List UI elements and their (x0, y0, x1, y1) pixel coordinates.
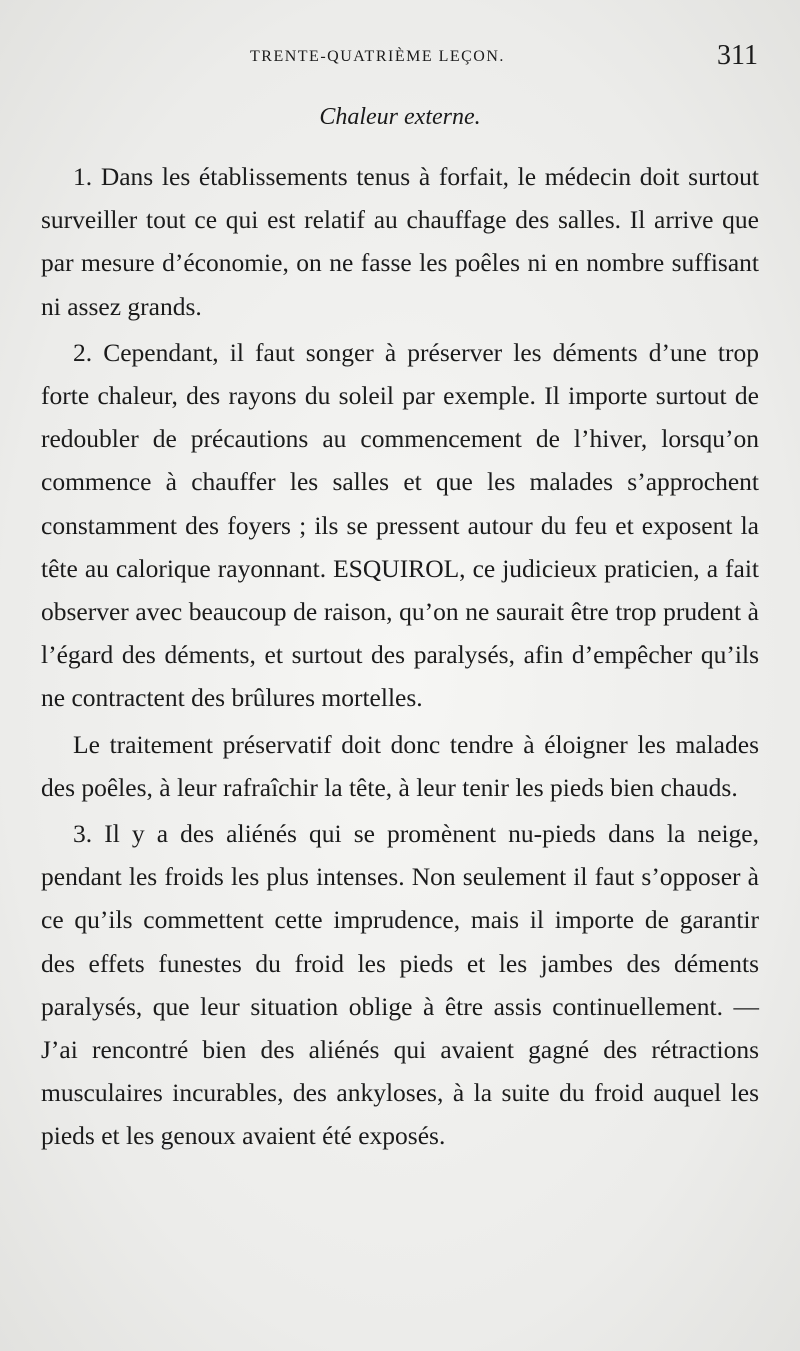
paragraph-2: 2. Cependant, il faut songer à préserver les déments d’une trop forte chaleur, des rayons du soleil par exemple. Il importe surtout de redoubler de précautions au commencement de l’hiver, lorsqu’on commence à chauffer les salles et que les malades s’approchent constamment des foyers ; ils se pressent autour du feu et exposent la tête au calorique rayonnant. ESQUIROL, ce judicieux praticien, a fait observer avec beaucoup de raison, qu’on ne saurait être trop prudent à l’égard des déments, et surtout des paralysés, afin d’empêcher qu’ils ne contractent des brûlures mortelles. (41, 337, 759, 713)
paragraph-3: Le traitement préservatif doit donc tendre à éloigner les malades des poêles, à leur rafraîchir la tête, à leur tenir les pieds bien chauds. (41, 729, 759, 802)
paragraph-4: 3. Il y a des aliénés qui se promènent nu-pieds dans la neige, pendant les froids les plus intenses. Non seulement il faut s’opposer à ce qu’ils commettent cette imprudence, mais il importe de garantir des effets funestes du froid les pieds et les jambes des déments paralysés, que leur situation oblige à être assis continuellement. — J’ai rencontré bien des aliénés qui avaient gagné des rétractions musculaires incurables, des ankyloses, à la suite du froid auquel les pieds et les genoux avaient été exposés. (41, 819, 759, 1151)
page-number: 311 (717, 40, 758, 71)
section-title: Chaleur externe. (319, 104, 481, 130)
body-text (41, 155, 759, 1158)
running-title: TRENTE-QUATRIÈME LEÇON. (250, 48, 505, 65)
running-header (0, 40, 800, 80)
paragraph-1: 1. Dans les établissements tenus à forfait, le médecin doit surtout surveiller tout ce qui est relatif au chauffage des salles. Il arrive que par mesure d’économie, on ne fasse les poêles ni en nombre suffisant ni assez grands. (41, 162, 759, 321)
